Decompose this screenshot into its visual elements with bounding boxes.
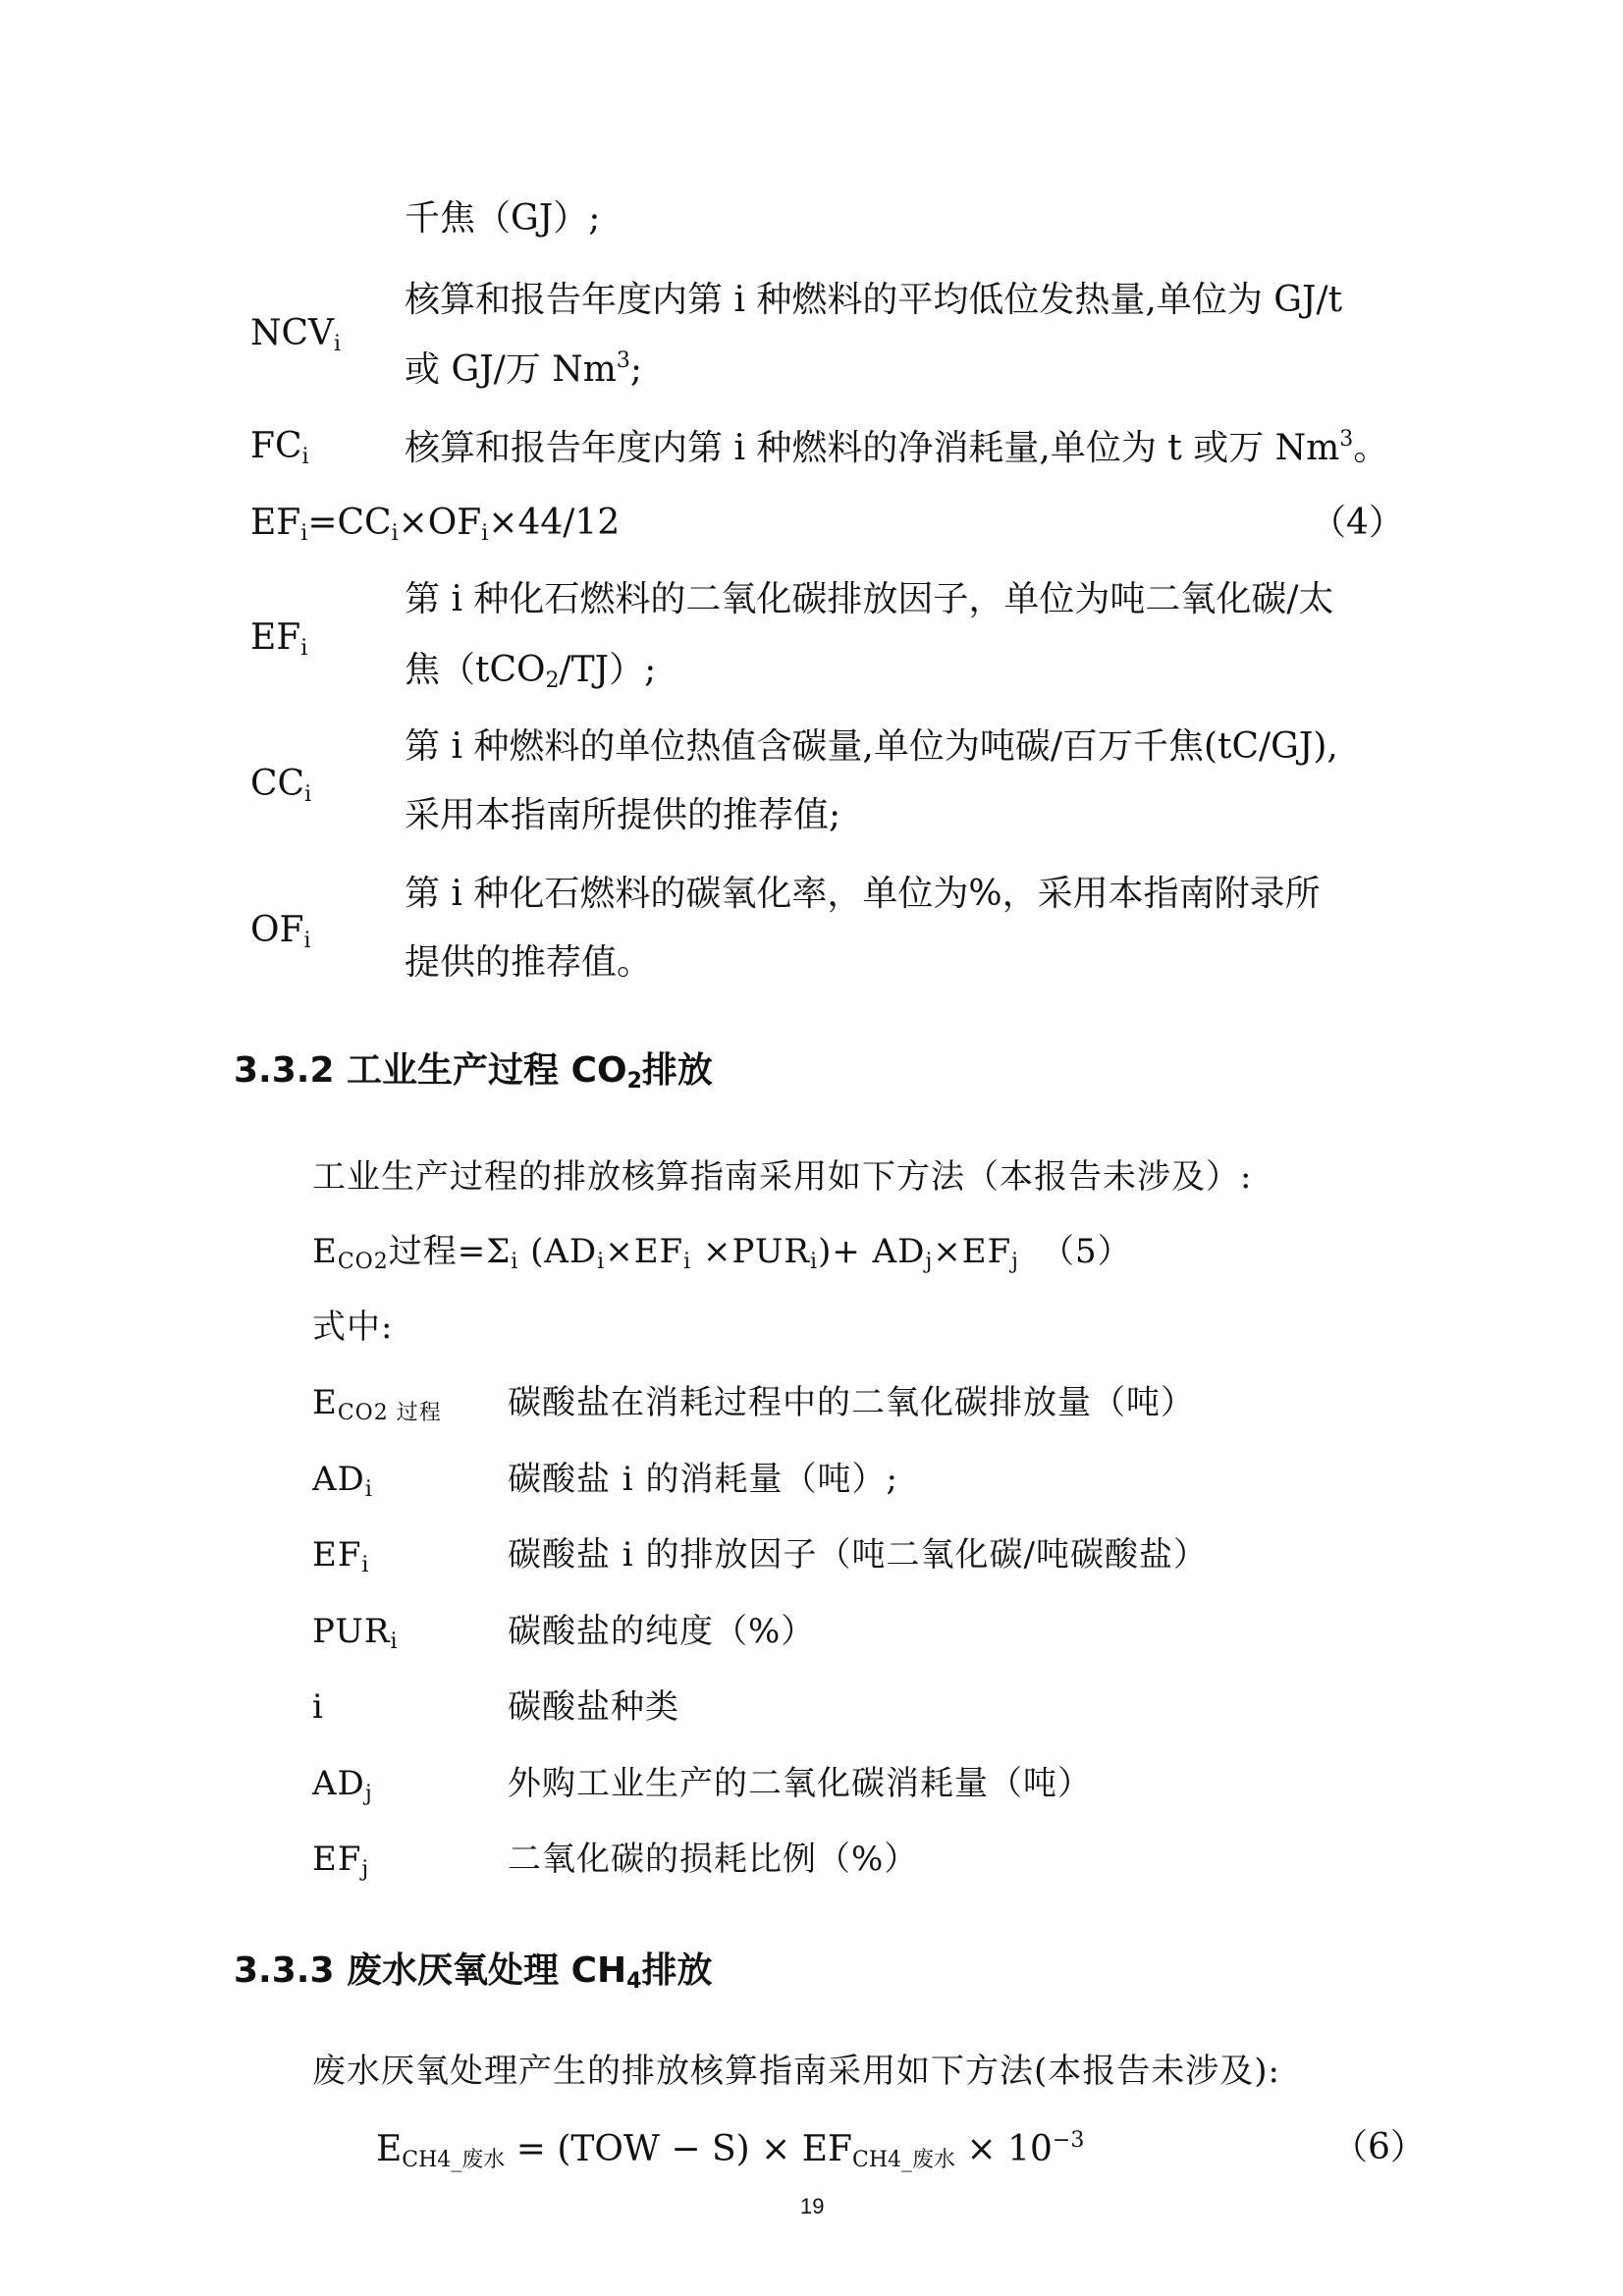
section-heading-3-3-2: 3.3.2 工业生产过程 $CO_2$排放 bbox=[234, 1050, 713, 1094]
equation-4: $EF_i=CC_i\times OF_i\times 44/12$ bbox=[250, 503, 621, 546]
def-desc: 外购工业生产的二氧化碳消耗量（吨） bbox=[508, 1764, 1092, 1803]
def-desc: 碳酸盐的纯度（%） bbox=[508, 1612, 816, 1651]
def-desc: 碳酸盐 i 的排放因子（吨二氧化碳/吨碳酸盐） bbox=[508, 1535, 1208, 1575]
def-symbol: $EF_j$ bbox=[312, 1840, 370, 1882]
text-line: 千焦（GJ）; bbox=[405, 198, 601, 239]
def-desc: 碳酸盐在消耗过程中的二氧化碳排放量（吨） bbox=[508, 1383, 1195, 1422]
def-symbol: $AD_i$ bbox=[312, 1460, 373, 1502]
equation-number-5: （5） bbox=[1041, 1232, 1132, 1271]
def-symbol: $AD_j$ bbox=[312, 1764, 373, 1806]
symbol-ef: $EF_i$ bbox=[250, 617, 308, 661]
section-333-intro: 废水厌氧处理产生的排放核算指南采用如下方法(本报告未涉及): bbox=[312, 2052, 1280, 2091]
section-332-intro: 工业生产过程的排放核算指南采用如下方法（本报告未涉及）: bbox=[312, 1157, 1253, 1197]
cc-desc-line1: 第 i 种燃料的单位热值含碳量,单位为吨碳/百万千焦(tC/GJ), bbox=[405, 726, 1338, 767]
symbol-of: $OF_i$ bbox=[250, 910, 311, 953]
equation-number-6: （6） bbox=[1332, 2127, 1426, 2167]
ef-desc-line2: 焦（tCO$_2$/TJ）; bbox=[405, 650, 657, 693]
def-desc: 碳酸盐 i 的消耗量（吨）; bbox=[508, 1460, 898, 1499]
fc-desc: 核算和报告年度内第 i 种燃料的净消耗量,单位为 t 或万 Nm$^3$。 bbox=[405, 427, 1389, 468]
equation-6: $E_{CH4\_废水} = (TOW - S) \times EF_{CH4\_废水} \times 10^{-3}$ bbox=[376, 2128, 1085, 2172]
ef-desc-line1: 第 i 种化石燃料的二氧化碳排放因子，单位为吨二氧化碳/太 bbox=[405, 579, 1334, 619]
def-desc: 二氧化碳的损耗比例（%） bbox=[508, 1840, 919, 1879]
section-heading-3-3-3: 3.3.3 废水厌氧处理 $CH_4$排放 bbox=[234, 1950, 713, 1994]
page-number: 19 bbox=[800, 2194, 825, 2218]
equation-5: $E_{CO2}$过程$=\Sigma_i$ $(AD_i\times EF_i \times PUR_i)+ AD_j\times EF_j$ bbox=[312, 1232, 1019, 1274]
def-symbol: $E_{CO2 过程}$ bbox=[312, 1383, 442, 1425]
symbol-ncv: $NCV_i$ bbox=[250, 313, 342, 356]
def-symbol: $PUR_i$ bbox=[312, 1612, 399, 1654]
ncv-desc-line1: 核算和报告年度内第 i 种燃料的平均低位发热量,单位为 GJ/t bbox=[405, 280, 1343, 320]
equation-number-4: （4） bbox=[1311, 503, 1404, 543]
def-symbol: $EF_i$ bbox=[312, 1535, 370, 1577]
of-desc-line1: 第 i 种化石燃料的碳氧化率，单位为%，采用本指南附录所 bbox=[405, 874, 1321, 914]
where-label: 式中: bbox=[312, 1308, 394, 1347]
ncv-desc-line2: 或 GJ/万 Nm$^3$; bbox=[405, 348, 642, 390]
symbol-fc: $FC_i$ bbox=[250, 426, 309, 469]
def-symbol: i bbox=[312, 1687, 324, 1727]
of-desc-line2: 提供的推荐值。 bbox=[405, 942, 653, 983]
cc-desc-line2: 采用本指南所提供的推荐值; bbox=[405, 795, 841, 835]
def-desc: 碳酸盐种类 bbox=[508, 1687, 679, 1727]
symbol-cc: $CC_i$ bbox=[250, 764, 312, 807]
